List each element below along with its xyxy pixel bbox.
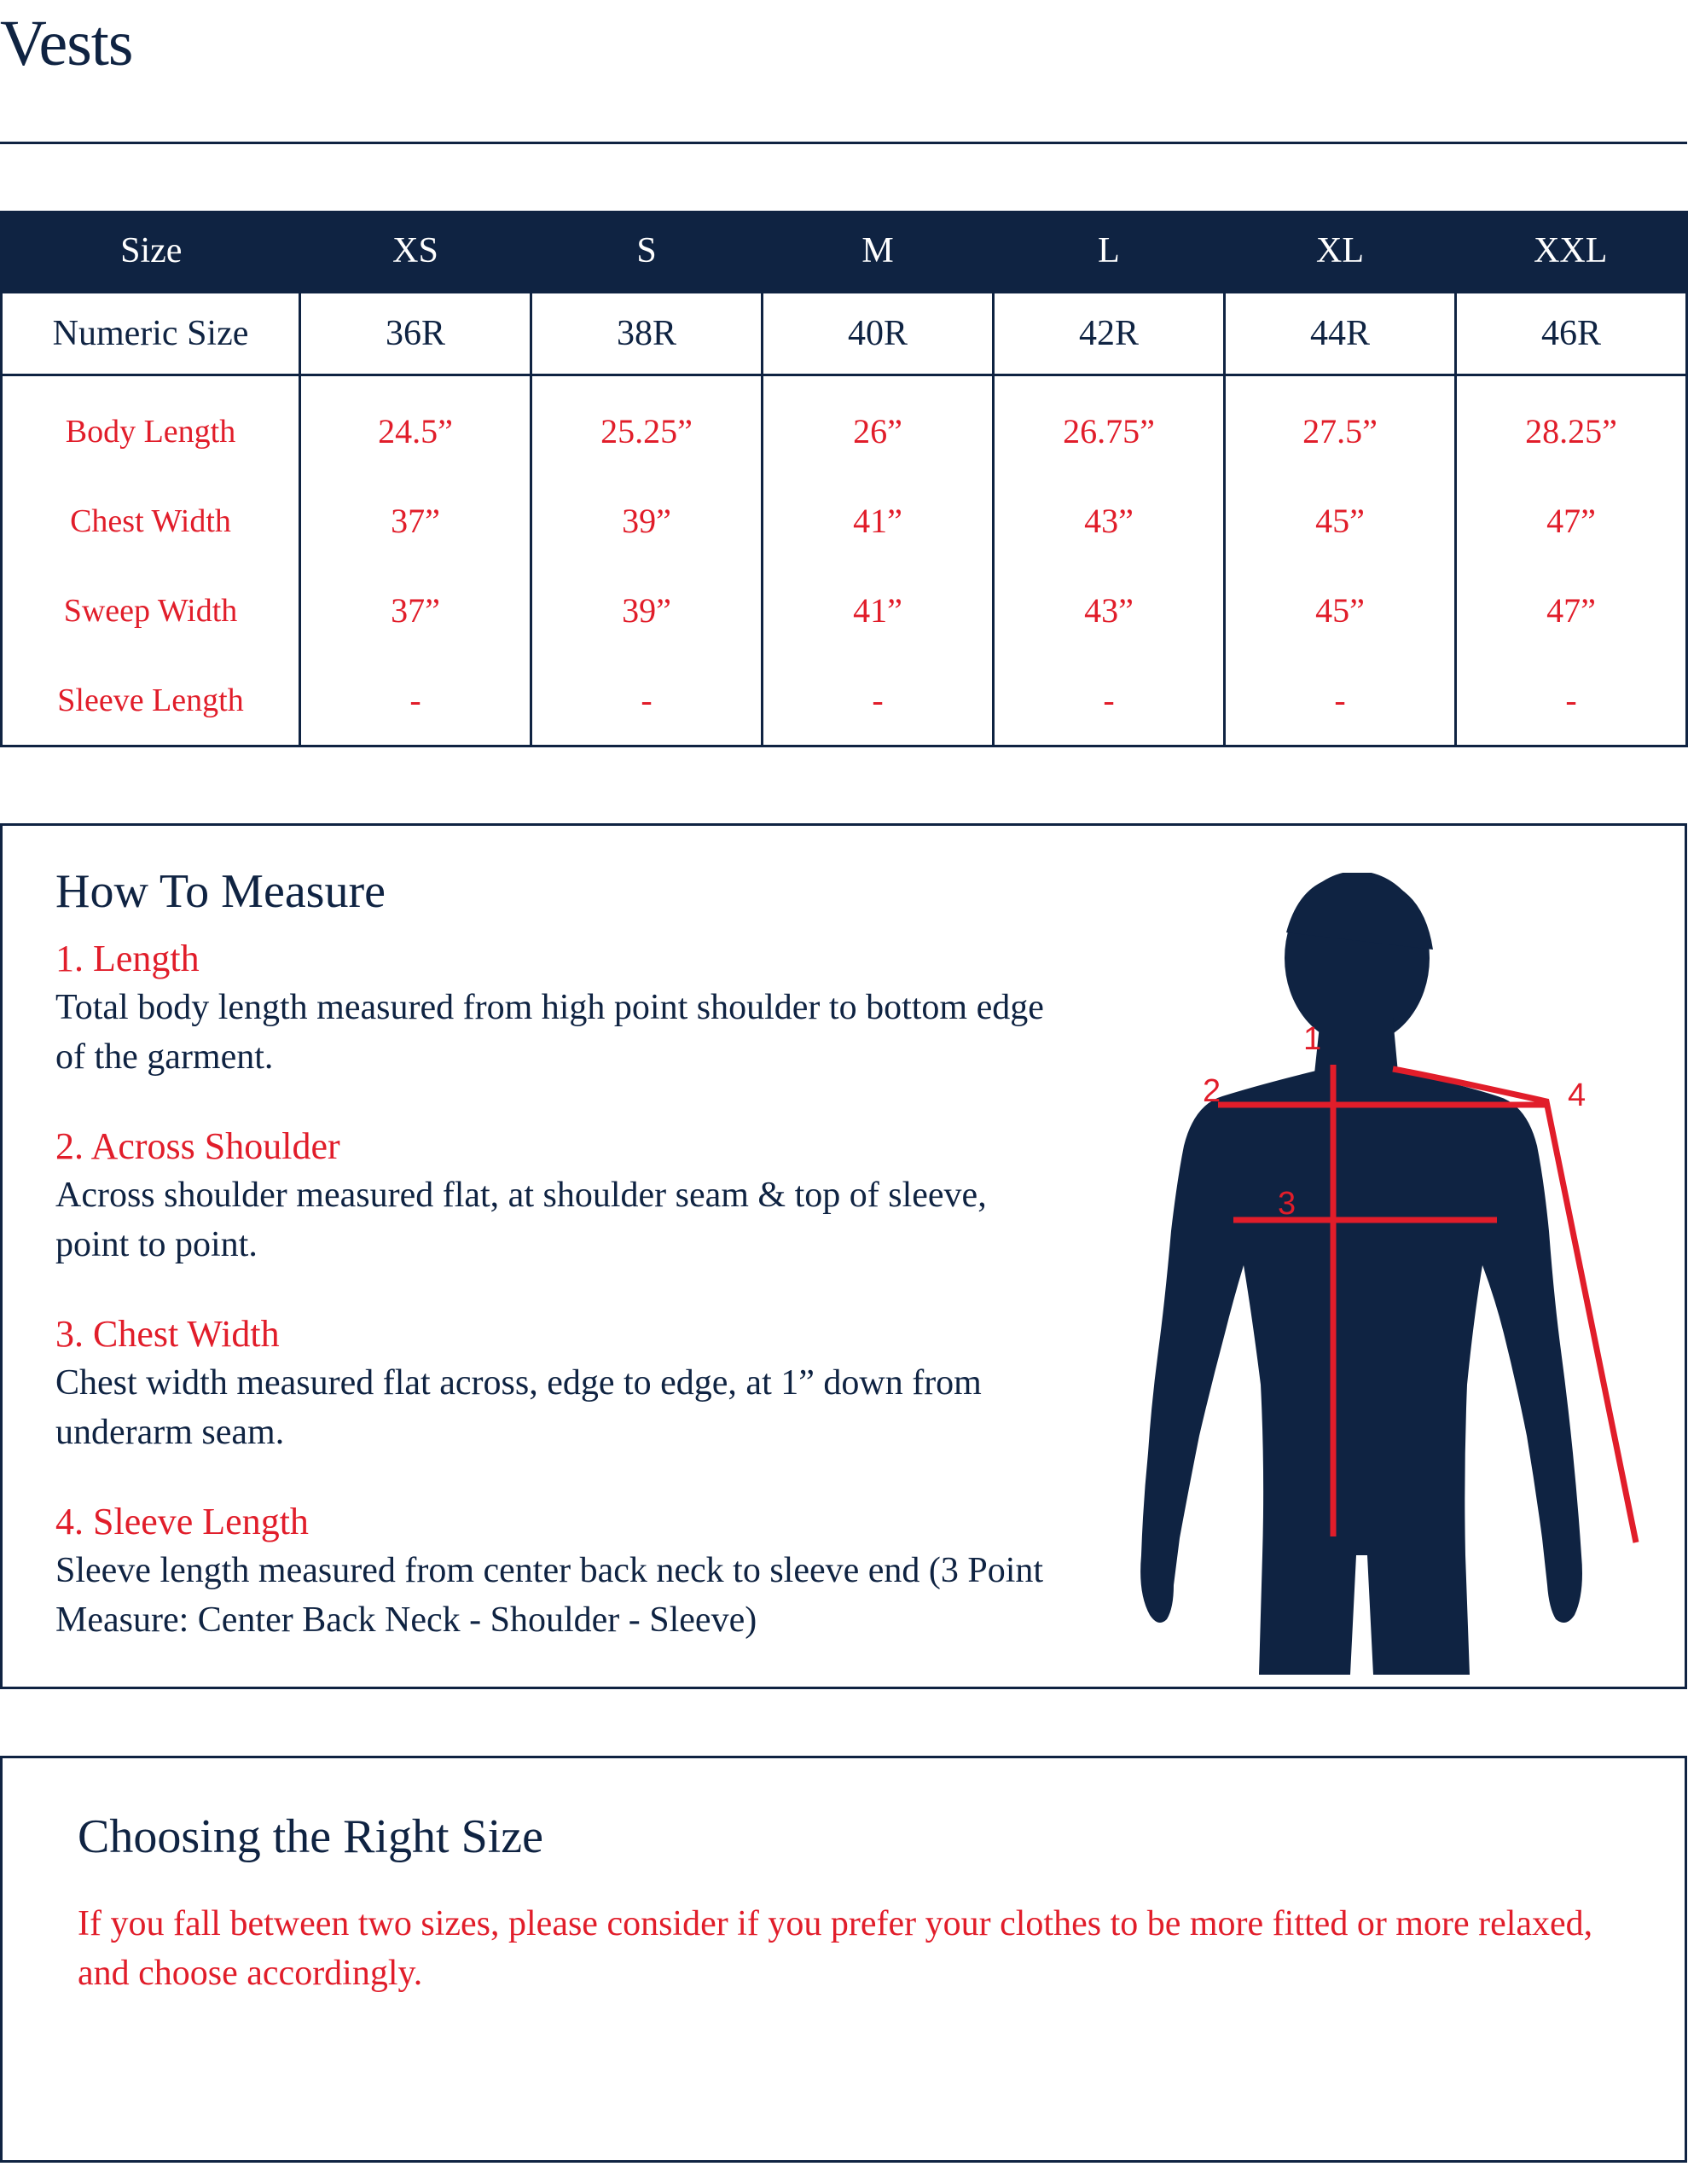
- value-cell: 47”: [1456, 566, 1687, 655]
- value-cell: -: [994, 655, 1225, 746]
- step-text: Sleeve length measured from center back neck to sleeve end (3 Point Measure: Center Back Neck - Shoulder - Sleeve): [55, 1551, 1044, 1640]
- value-cell: 27.5”: [1225, 375, 1456, 477]
- row-label: Sweep Width: [63, 592, 238, 629]
- page-title: Vests: [0, 8, 133, 79]
- row-label: Sleeve Length: [57, 682, 244, 718]
- numeric-size-cell: 40R: [763, 293, 994, 375]
- value-cell: -: [300, 655, 531, 746]
- choosing-size-panel: [0, 1756, 1687, 2163]
- value-cell: -: [1456, 655, 1687, 746]
- choosing-size-title: Choosing the Right Size: [78, 1810, 543, 1863]
- step-text: Chest width measured flat across, edge to edge, at 1” down from underarm seam.: [55, 1363, 982, 1452]
- header-cell-size: Size: [2, 211, 300, 293]
- numeric-size-label: Numeric Size: [2, 293, 300, 375]
- size-header-row: [2, 211, 1687, 293]
- value-cell: 26.75”: [994, 375, 1225, 477]
- value-cell: 41”: [763, 566, 994, 655]
- numeric-size-cell: 46R: [1456, 293, 1687, 375]
- numeric-size-row: [2, 293, 1687, 375]
- value-cell: -: [763, 655, 994, 746]
- body-length-row: [2, 375, 1687, 477]
- chest-width-row: [2, 476, 1687, 566]
- header-cell-l: L: [994, 211, 1225, 293]
- value-cell: -: [1225, 655, 1456, 746]
- how-to-measure-panel: [0, 823, 1687, 1689]
- value-cell: 45”: [1225, 476, 1456, 566]
- value-cell: 43”: [994, 566, 1225, 655]
- marker-1: 1: [1303, 1021, 1322, 1057]
- value-cell: 39”: [531, 566, 763, 655]
- value-cell: 37”: [300, 566, 531, 655]
- marker-2: 2: [1203, 1073, 1221, 1109]
- sleeve-length-row: [2, 655, 1687, 746]
- value-cell: 47”: [1456, 476, 1687, 566]
- numeric-size-cell: 38R: [531, 293, 763, 375]
- value-cell: 39”: [531, 476, 763, 566]
- value-cell: 41”: [763, 476, 994, 566]
- body-measurement-figure: [1133, 873, 1662, 1675]
- value-cell: 45”: [1225, 566, 1456, 655]
- size-chart-table: [0, 211, 1688, 747]
- numeric-size-cell: 44R: [1225, 293, 1456, 375]
- header-cell-m: M: [763, 211, 994, 293]
- value-cell: -: [531, 655, 763, 746]
- step-across-shoulder: [55, 1123, 1062, 1269]
- header-cell-xxl: XXL: [1456, 211, 1687, 293]
- step-length: [55, 935, 1062, 1082]
- value-cell: 43”: [994, 476, 1225, 566]
- numeric-size-cell: 36R: [300, 293, 531, 375]
- how-to-measure-title: How To Measure: [55, 865, 386, 918]
- step-heading: 4. Sleeve Length: [55, 1501, 309, 1542]
- step-chest-width: [55, 1310, 1062, 1457]
- step-heading: 3. Chest Width: [55, 1313, 280, 1355]
- step-heading: 2. Across Shoulder: [55, 1125, 340, 1167]
- body-silhouette: [1140, 873, 1582, 1675]
- measure-steps: [55, 935, 1062, 1686]
- value-cell: 37”: [300, 476, 531, 566]
- step-heading: 1. Length: [55, 938, 200, 979]
- header-cell-xs: XS: [300, 211, 531, 293]
- step-sleeve-length: [55, 1498, 1062, 1645]
- row-label: Chest Width: [70, 502, 231, 539]
- sweep-width-row: [2, 566, 1687, 655]
- step-text: Total body length measured from high point shoulder to bottom edge of the garment.: [55, 988, 1044, 1077]
- value-cell: 25.25”: [531, 375, 763, 477]
- title-divider: [0, 142, 1687, 144]
- choosing-size-text: If you fall between two sizes, please consider if you prefer your clothes to be more fitted or more relaxed, and choose accordingly.: [78, 1904, 1593, 1993]
- header-cell-xl: XL: [1225, 211, 1456, 293]
- marker-4: 4: [1568, 1077, 1586, 1113]
- value-cell: 28.25”: [1456, 375, 1687, 477]
- marker-3: 3: [1278, 1186, 1296, 1222]
- row-label: Body Length: [65, 413, 236, 450]
- header-cell-s: S: [531, 211, 763, 293]
- value-cell: 26”: [763, 375, 994, 477]
- step-text: Across shoulder measured flat, at shoulder seam & top of sleeve, point to point.: [55, 1176, 987, 1264]
- numeric-size-cell: 42R: [994, 293, 1225, 375]
- value-cell: 24.5”: [300, 375, 531, 477]
